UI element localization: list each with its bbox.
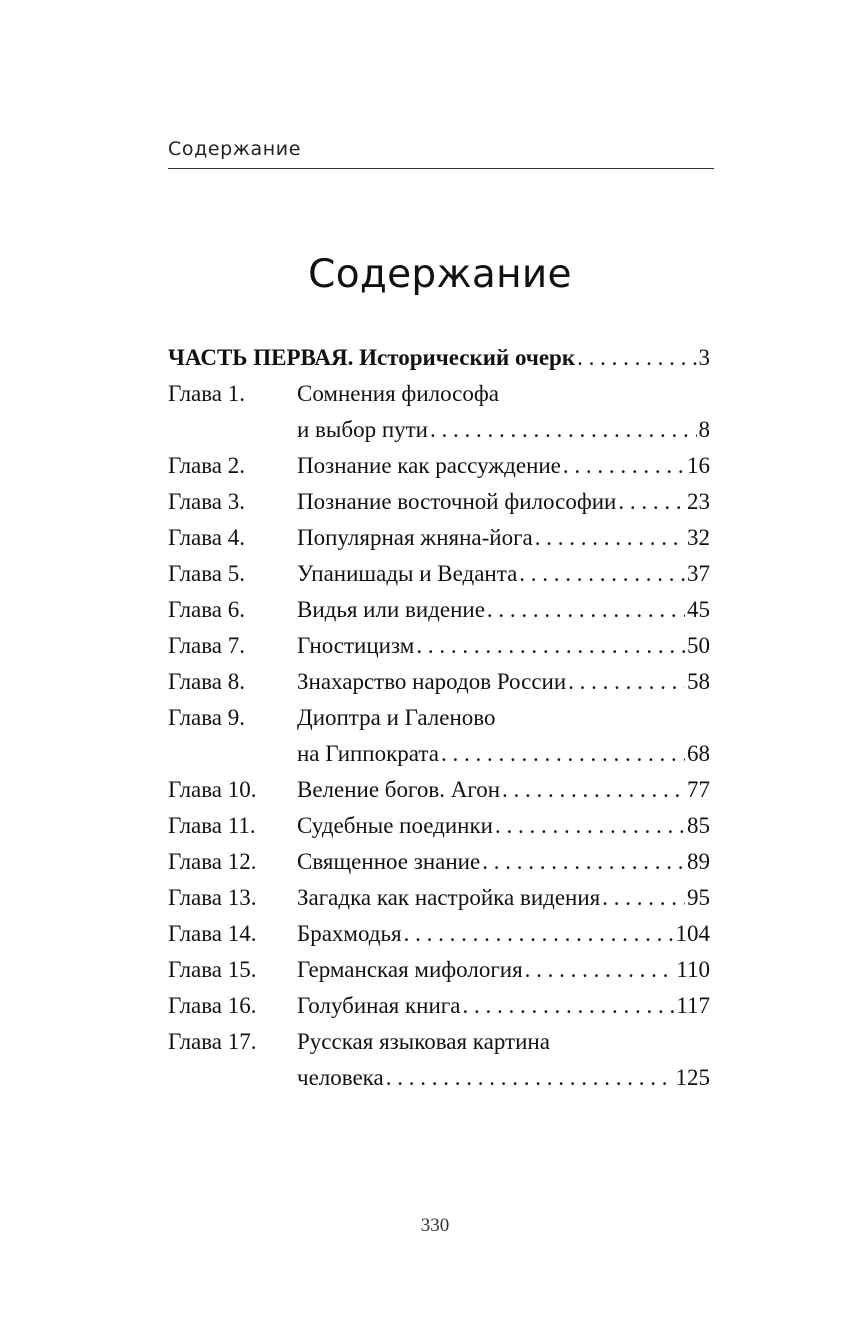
page-number: 8 [698,417,710,442]
page-number: 50 [687,633,710,658]
toc-chapter-entry[interactable] [168,916,710,952]
chapter-title-line: Познание восточной философии [297,489,617,514]
chapter-title-line: Германская мифология [297,957,523,982]
chapter-label: Глава 9. [168,705,246,730]
chapter-label: Глава 4. [168,525,246,550]
page-folio: 330 [420,1215,450,1236]
dot-leader [502,772,685,808]
chapter-title-line: Веление богов. Агон [297,777,501,802]
chapter-title-line: Гностицизм [297,633,415,658]
dot-leader [568,664,685,700]
chapter-label: Глава 14. [168,921,257,946]
running-head: Содержание [168,138,301,160]
chapter-label: Глава 8. [168,669,246,694]
chapter-label: Глава 13. [168,885,257,910]
page-number: 58 [687,669,710,694]
chapter-title-line: Популярная жняна-йога [297,525,533,550]
chapter-title-line: Брахмодья [297,921,402,946]
dot-leader [618,484,685,520]
dot-leader [482,844,685,880]
dot-leader [495,808,685,844]
chapter-label: Глава 7. [168,633,246,658]
page-number: 16 [687,453,710,478]
toc-chapter-entry[interactable] [168,880,710,916]
part-title: Исторический очерк [359,345,576,370]
chapter-label: Глава 5. [168,561,246,586]
page-number: 95 [687,885,710,910]
dot-leader [416,628,685,664]
toc-chapter-entry[interactable] [168,484,710,520]
toc-chapter-entry[interactable] [168,1024,710,1096]
toc-chapter-entry[interactable] [168,520,710,556]
toc-chapter-entry[interactable] [168,376,710,448]
chapter-title-line: Знахарство народов России [297,669,567,694]
header-rule [168,168,714,169]
page-number: 104 [675,921,710,946]
chapter-title-line: и выбор пути [297,417,428,442]
chapter-title-line: Русская языковая картина [297,1029,550,1054]
chapter-title-line: Священное знание [297,849,481,874]
chapter-label: Глава 17. [168,1029,257,1054]
toc-part-entry[interactable] [168,340,710,376]
toc-chapter-entry[interactable] [168,844,710,880]
toc-chapter-entry[interactable] [168,556,710,592]
chapter-title-line: Упанишады и Веданта [297,561,518,586]
chapter-title-line: Загадка как настройка видения [297,885,601,910]
chapter-title-line: Диоптра и Галеново [297,705,496,730]
toc-chapter-entry[interactable] [168,664,710,700]
page-number: 37 [687,561,710,586]
chapter-label: Глава 2. [168,453,246,478]
chapter-title-line: Судебные поединки [297,813,493,838]
chapter-list [168,376,710,1096]
dot-leader [563,448,685,484]
dot-leader [535,520,685,556]
part-separator: . [347,345,360,370]
dot-leader [577,340,696,376]
chapter-label: Глава 11. [168,813,256,838]
page-number: 85 [687,813,710,838]
chapter-title-line: Сомнения философа [297,381,500,406]
chapter-title-line: Видья или видение [297,597,485,622]
dot-leader [404,916,674,952]
page-number: 110 [676,957,710,982]
chapter-label: Глава 1. [168,381,246,406]
page-number: 3 [698,345,710,370]
chapter-title-line: Познание как рассуждение [297,453,561,478]
chapter-label: Глава 3. [168,489,246,514]
dot-leader [602,880,685,916]
chapter-label: Глава 15. [168,957,257,982]
chapter-label: Глава 16. [168,993,257,1018]
toc-chapter-entry[interactable] [168,592,710,628]
page-number: 125 [675,1065,710,1090]
chapter-label: Глава 6. [168,597,246,622]
toc-chapter-entry[interactable] [168,988,710,1024]
page-number: 117 [676,993,710,1018]
page-number: 23 [687,489,710,514]
toc-chapter-entry[interactable] [168,772,710,808]
toc-chapter-entry[interactable] [168,700,710,772]
chapter-label: Глава 12. [168,849,257,874]
part-label: ЧАСТЬ ПЕРВАЯ [168,345,348,370]
toc-chapter-entry[interactable] [168,628,710,664]
chapter-label: Глава 10. [168,777,257,802]
chapter-title-line: Голубиная книга [297,993,461,1018]
table-of-contents [168,340,710,1096]
page-number: 68 [687,741,710,766]
dot-leader [430,412,697,448]
dot-leader [386,1060,674,1096]
page-number: 32 [687,525,710,550]
dot-leader [487,592,685,628]
page-number: 89 [687,849,710,874]
toc-chapter-entry[interactable] [168,952,710,988]
dot-leader [525,952,675,988]
toc-chapter-entry[interactable] [168,808,710,844]
chapter-title-line: человека [297,1065,384,1090]
page-number: 45 [687,597,710,622]
dot-leader [441,736,685,772]
page-number: 77 [687,777,710,802]
toc-chapter-entry[interactable] [168,448,710,484]
chapter-title-line: на Гиппократа [297,741,439,766]
dot-leader [519,556,685,592]
dot-leader [462,988,674,1024]
page-title: Содержание [308,252,572,298]
